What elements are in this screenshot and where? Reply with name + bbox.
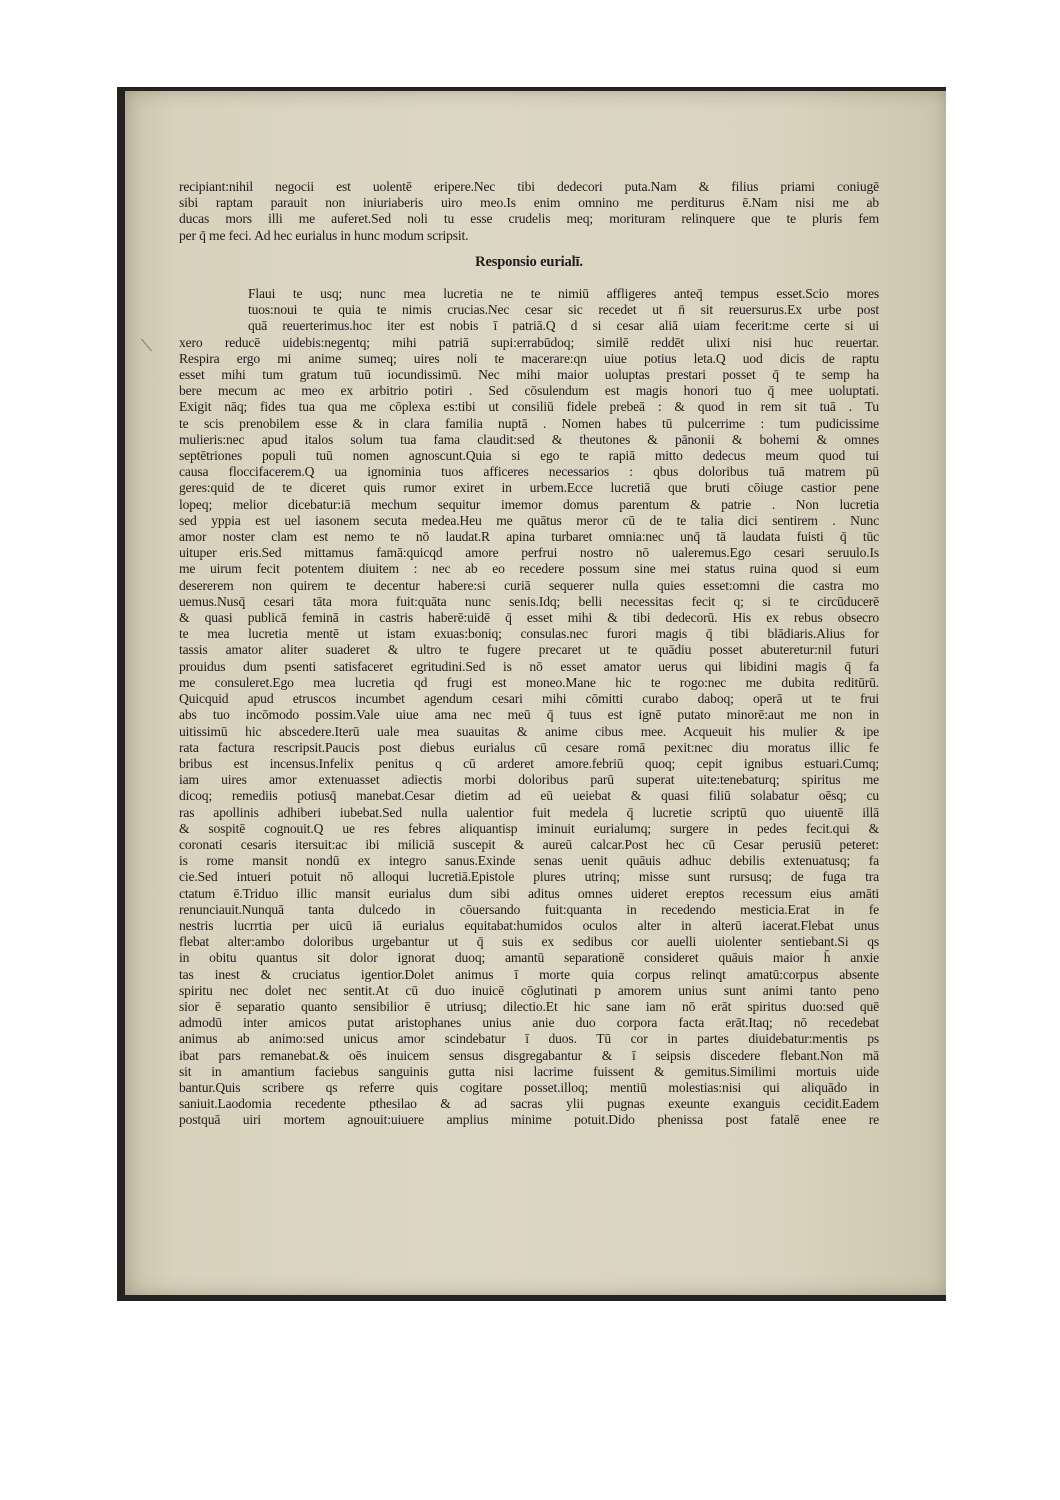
text-line: ibat pars remanebat.& oēs inuicem sensus disgregabantur & ī seipsis discedere flebant.Non mā xyxy=(179,1047,879,1063)
indented-initial-lines xyxy=(179,286,879,335)
text-line: uitissimū hic abscedere.Iterū uale mea suauitas & anime cibus mee. Acqueuit his mulier & ipe xyxy=(179,723,879,739)
text-line: mulieris:nec apud italos solum tua fama claudit:sed & theutones & pānonii & bohemi & omnes xyxy=(179,431,879,447)
text-line: bribus est incensus.Infelix penitus q cū arderet amore.febriū quoq; cepit ignibus estuari.Cumq; xyxy=(179,755,879,771)
incunabulum-page xyxy=(125,91,946,1295)
text-line: xero reducē uidebis:negentq; mihi patriā supi:errabūdoq; similē reddēt ulixi nisi huc reuertar. xyxy=(179,334,879,350)
text-line: septētriones populi tuū nomen agnoscunt.Quia si ego te rapiā mitto dedecus meum quod tui xyxy=(179,448,879,464)
text-line: postquā uiri mortem agnouit:uiuere amplius minime potuit.Dido phenissa post fatalē enee re xyxy=(179,1112,879,1128)
text-line: sed yppia est uel iasonem secuta medea.Heu me quātus meror cū de te talia dici sentirem . Nunc xyxy=(179,512,879,528)
text-line: & quasi publicā feminā in castris haberē:uidē q̄ esset mihi & tibi dedecorū. His ex rebus obsecro xyxy=(179,610,879,626)
text-line: Flaui te usq; nunc mea lucretia ne te nimiū affligeres anteq̄ tempus esset.Scio mores xyxy=(248,286,879,302)
text-line: recipiant:nihil negocii est uolentē eripere.Nec tibi dedecori puta.Nam & filius priami coniugē xyxy=(179,179,879,194)
text-line: admodū inter amicos putat aristophanes unius anie duo corpora facta erāt.Itaq; nō recedebat xyxy=(179,1015,879,1031)
text-line: prouidus dum psenti satisfaceret egritudini.Sed is nō esset amator uerus qui libidini magis q̄ fa xyxy=(179,658,879,674)
text-line: bere mecum ac meo ex arbitrio potiri . Sed cōsulendum est magis honori tuo q̄ mee uoluptati. xyxy=(179,383,879,399)
text-line: in obitu quantus sit dolor ignorat duoq; amantū separationē consideret quāuis maior h̄ anxie xyxy=(179,950,879,966)
text-line: quā reuerterimus.hoc iter est nobis ī patriā.Q d si cesar aliā uiam fecerit:me certe si ui xyxy=(248,318,879,334)
margin-mark: ⟍ xyxy=(141,336,153,355)
text-line: geres:quid de te diceret quis rumor exiret in urbem.Ecce lucretiā que bruti cōiuge castior pene xyxy=(179,480,879,496)
text-line: dicoq; remediis potiusq̄ manebat.Cesar dietim ad eū ueiebat & quasi filiū solabatur oēsq; cu xyxy=(179,788,879,804)
text-line: iam uires amor extenuasset adiectis morbi doloribus parū superat uite:tenebaturq; spiritus me xyxy=(179,772,879,788)
opening-paragraph xyxy=(179,179,879,244)
text-line: per q̄ me feci. Ad hec eurialus in hunc modum scripsit. xyxy=(179,227,469,243)
text-line: spiritu nec dolet nec sentit.At cū duo inuicē cōglutinati p amorem unius sunt animi tanto peno xyxy=(179,982,879,998)
text-line: uituper eris.Sed mittamus famā:quicqd amore perfrui nostro nō ualeremus.Ego cesari seruulo.Is xyxy=(179,545,879,561)
text-line: is rome mansit nondū ex integro sanus.Exinde senas uenit quāuis adhuc debilis extenuatusq; fa xyxy=(179,853,879,869)
text-line: tassis amator aliter suaderet & ultro te fugere precaret ut te quādiu posset abuteretur:nil futuri xyxy=(179,642,879,658)
text-line: esset mihi tum gratum tuū iocundissimū. Nec mihi maior uoluptas prestari posset q̄ te semp ha xyxy=(179,367,879,383)
text-line: rata factura rescripsit.Paucis post diebus eurialus cū cesare romā pexit:nec diu moratus illic fe xyxy=(179,739,879,755)
letter-body xyxy=(179,335,879,1129)
text-line: & sospitē cognouit.Q ue res febres aliquantisp iminuit eurialumq; surgere in pedes fecit.qui & xyxy=(179,820,879,836)
text-block xyxy=(179,179,879,1129)
text-line: cie.Sed intueri potuit nō alloqui lucretiā.Epistole plures utrinq; misse sunt rursusq; de fuga tra xyxy=(179,869,879,885)
scanned-page-frame xyxy=(117,87,946,1301)
section-heading: Responsio eurialī. xyxy=(475,253,583,270)
text-line: flebat alter:ambo doloribus urgebantur ut q̄ suis ex sedibus cor auelli uiolenter sentiebant.Si qs xyxy=(179,934,879,950)
text-line: coronati cesaris itersuit:ac ibi miliciā suscepit & aureū calcar.Post hec cū Cesar perusiū peteret: xyxy=(179,836,879,852)
text-line: me uirum fecit potentem diuitem : nec ab eo recedere possum sine mei status ruina quod si eum xyxy=(179,561,879,577)
text-line: tas inest & cruciatus igentior.Dolet animus ī morte quia corpus relinqt amatū:corpus absente xyxy=(179,966,879,982)
text-line: ctatum ē.Triduo illic mansit eurialus dum sibi aditus omnes uideret ereptos recessum eius amāti xyxy=(179,885,879,901)
text-line: ras apollinis adhiberi iubebat.Sed nulla ualentior fuit medela q̄ lucretie scriptū quo uiuentē illā xyxy=(179,804,879,820)
text-line: sior ē separatio quanto sensibilior ē utriusq; dilectio.Et hic sane iam nō erāt spiritus duo:sed quē xyxy=(179,998,879,1014)
text-line: lopeq; melior dicebatur:iā mechum sequitur imemor domus parentum & patrie . Non lucretia xyxy=(179,496,879,512)
text-line: nestris lucrrtia per uicū iā eurialus equitabat:humidos oculos alter in alterū iacerat.Flebat unus xyxy=(179,917,879,933)
text-line: te scis prenobilem esse & in clara familia nuptā . Nomen habes tū pulcerrime : tum pudicissime xyxy=(179,415,879,431)
text-line: desererem non quirem te decentur habere:si curiā sequerer nulla quies esset:omni die castra mo xyxy=(179,577,879,593)
text-line: me consuleret.Ego mea lucretia qd frugi est moneo.Mane hic te rogo:nec me dubita reditūrū. xyxy=(179,674,879,690)
text-line: ducas mors illi me auferet.Sed noli tu esse crudelis meq; morituram relinquere que te pluris fem xyxy=(179,211,879,227)
text-line: Exigit nāq; fides tua qua me cōplexa es:tibi ut consiliū fidele prebeā : & quod in rem sit tuā . Tu xyxy=(179,399,879,415)
text-line: tuos:noui te quia te nimis crucias.Nec cesar sic recedet ut n̄ sit reuersurus.Ex urbe post xyxy=(248,302,879,318)
text-line: renunciauit.Nunquā tanta dulcedo in cōuersando fuit:quanta in recedendo mesticia.Erat in fe xyxy=(179,901,879,917)
text-line: amor noster clam est nemo te nō laudat.R apina turbaret omnia:nec unq̄ tā laudata fuisti q̄ tūc xyxy=(179,529,879,545)
text-line: sibi raptam parauit non iniuriaberis uiro meo.Is enim omnino me perditurus ē.Nam nisi me ab xyxy=(179,195,879,211)
text-line: saniuit.Laodomia recedente pthesilao & ad sacras ylii pugnas exeunte exanguis cecidit.Eadem xyxy=(179,1096,879,1112)
text-line: bantur.Quis scribere qs referre quis cogitare posset.illoq; mentiū molestias:nisi qui aliquādo in xyxy=(179,1079,879,1095)
text-line: sit in amantium faciebus sanguinis gutta nisi lacrime fuissent & gemitus.Similimi mortuis uide xyxy=(179,1063,879,1079)
text-line: abs tuo incōmodo possim.Vale uiue ama nec meū q̄ tuus est ignē putato minorē:aut me non in xyxy=(179,707,879,723)
text-line: uemus.Nusq̄ cesari tāta mora fuit:quāta nunc senis.Idq; belli necessitas fecit q; si te circūducerē xyxy=(179,593,879,609)
text-line: Respira ergo mi anime sumeq; uires noli te macerare:qn uiue potius leta.Q uod dicis de raptu xyxy=(179,350,879,366)
text-line: Quicquid apud etruscos incumbet agendum cesari mihi cōmitti curabo daboq; operā ut te frui xyxy=(179,691,879,707)
text-line: causa floccifacerem.Q ua ignominia tuos afficeres necessarios : qbus doloribus tuā matrem pū xyxy=(179,464,879,480)
text-line: te mea lucretia mentē ut istam exuas:boniq; consulas.nec furori magis q̄ tibi blādiaris.Alius for xyxy=(179,626,879,642)
text-line: animus ab animo:sed unicus amor scindebatur ī duos. Tū cor in partes diuidebatur:mentis ps xyxy=(179,1031,879,1047)
